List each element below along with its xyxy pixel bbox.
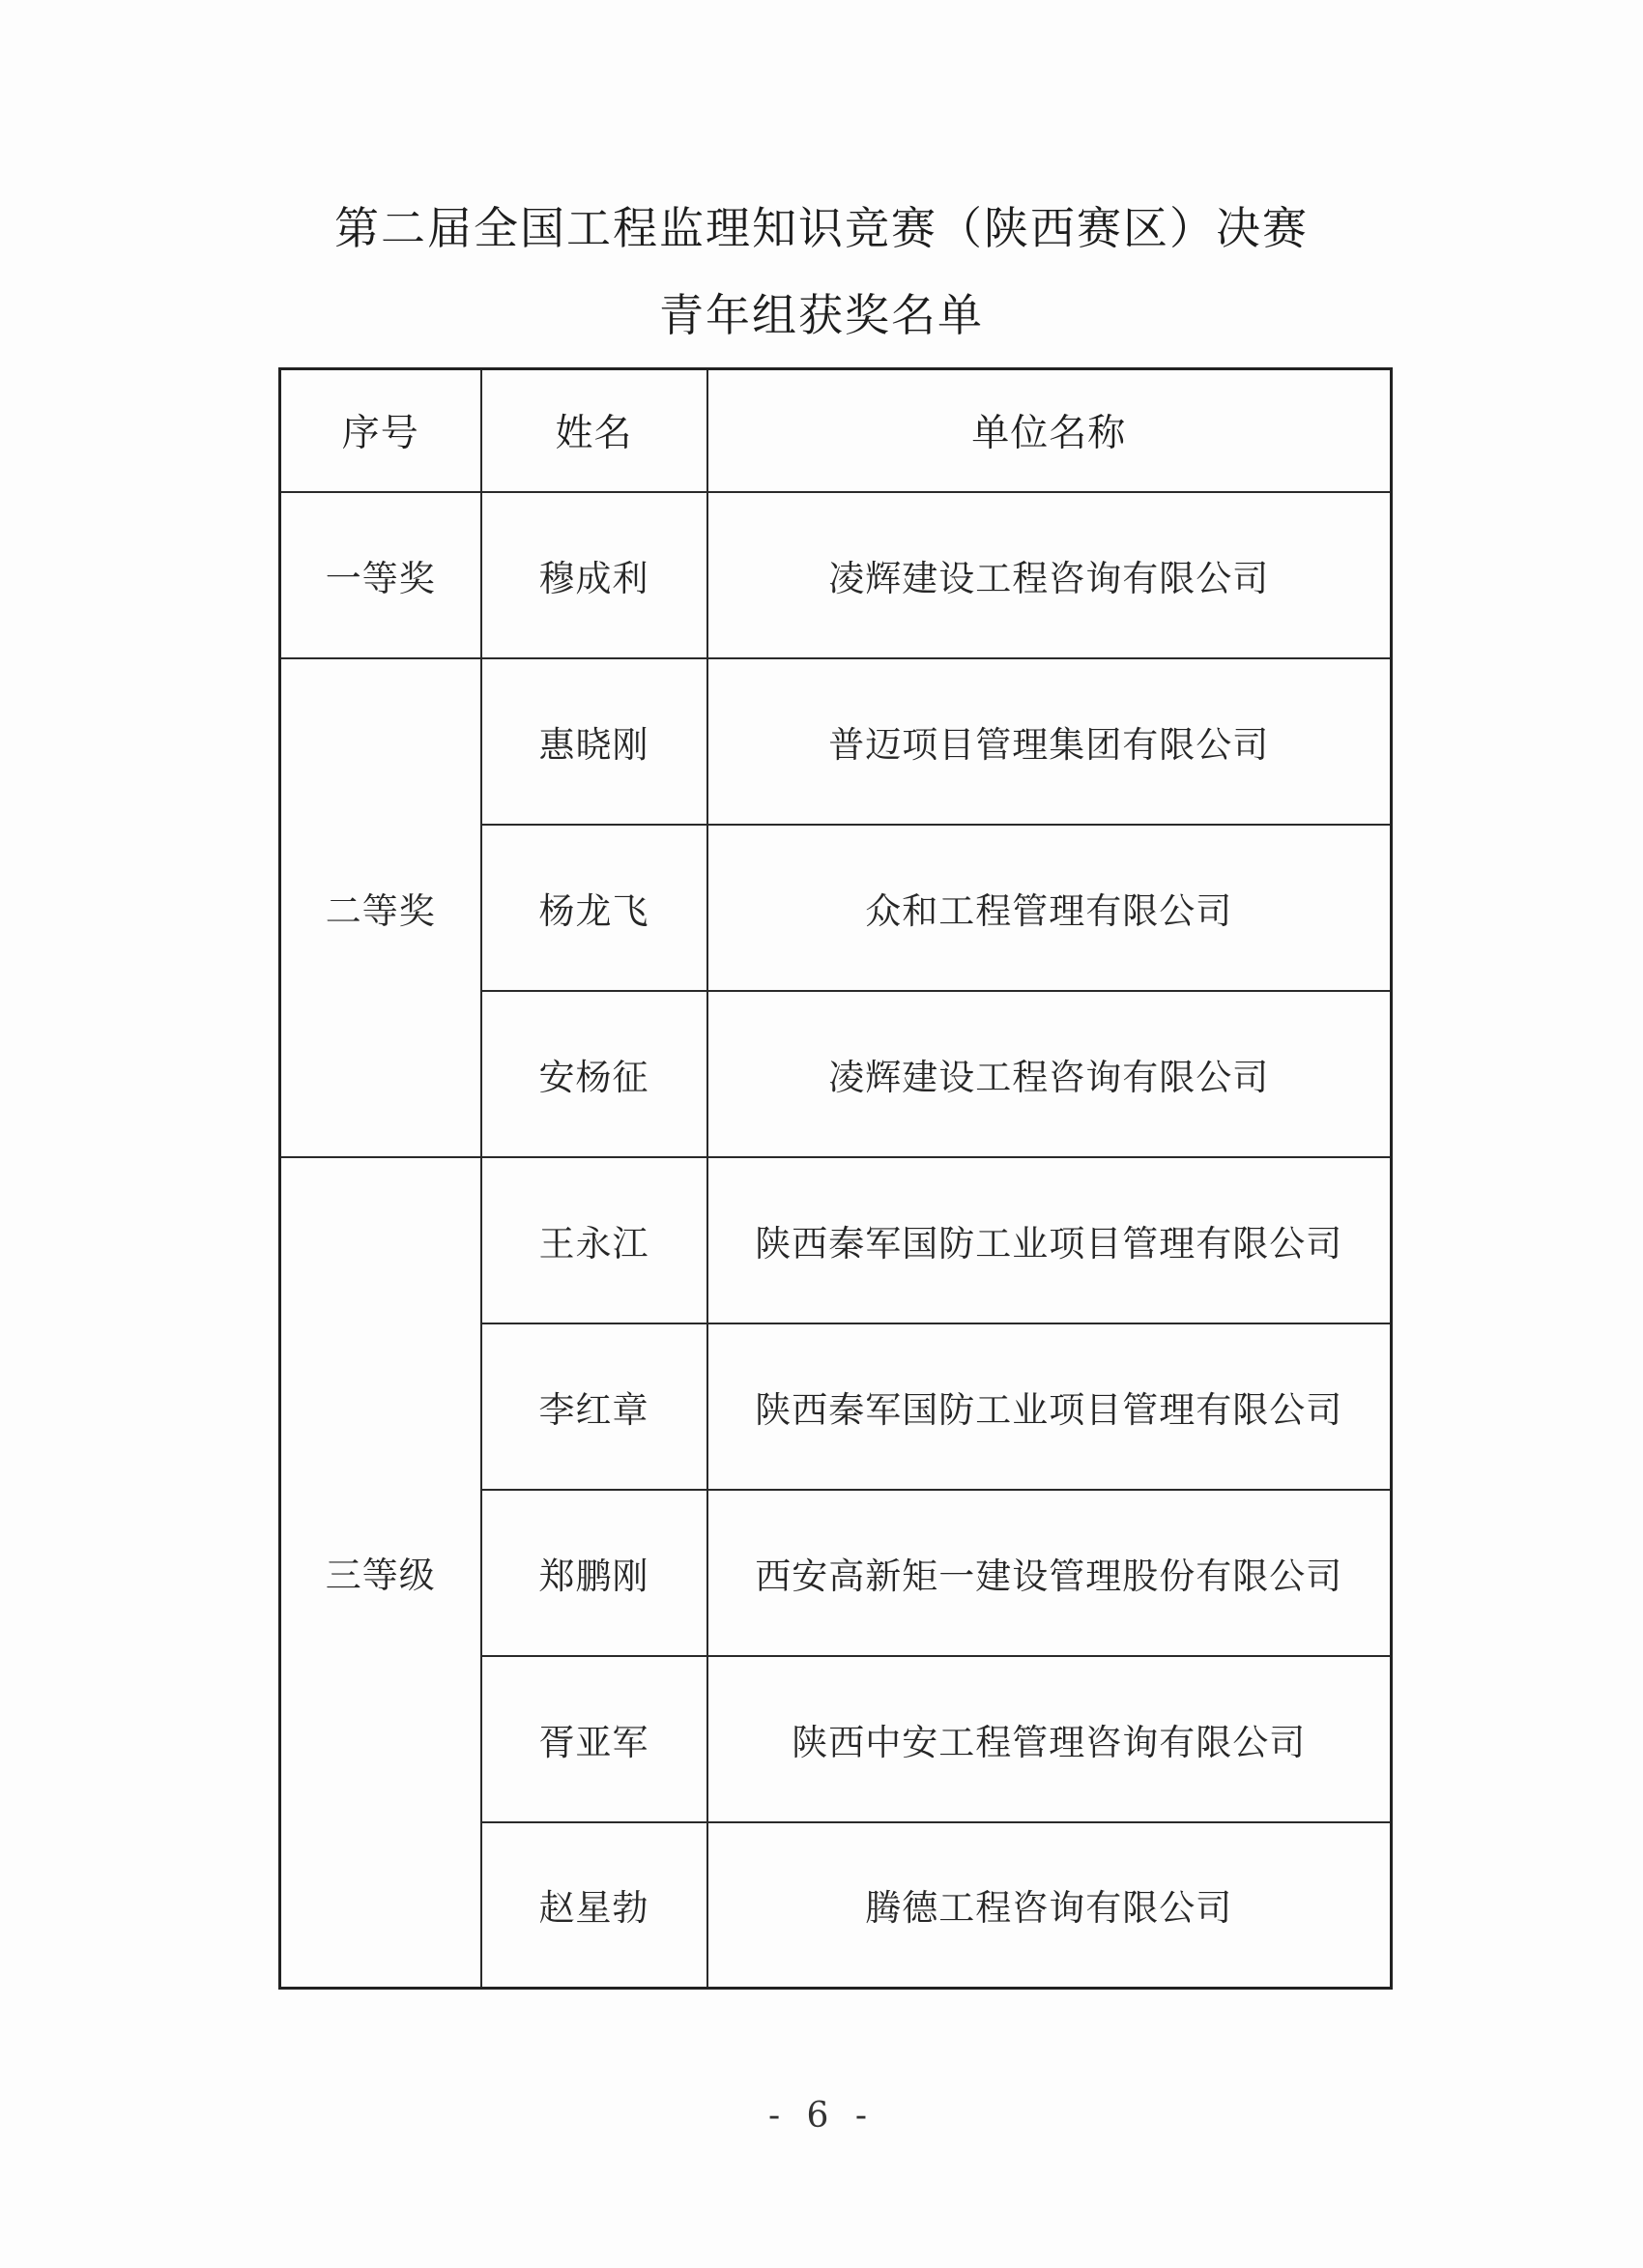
name-cell: 杨龙飞 (481, 825, 707, 991)
company-cell: 腾德工程咨询有限公司 (707, 1822, 1392, 1989)
page-number: - 6 - (767, 2096, 876, 2136)
table-row (280, 1157, 1392, 1323)
award-level-cell: 一等奖 (280, 492, 481, 658)
company-cell: 陕西秦军国防工业项目管理有限公司 (707, 1157, 1392, 1323)
name-cell: 胥亚军 (481, 1656, 707, 1822)
header-company: 单位名称 (707, 369, 1392, 492)
award-table (278, 367, 1393, 1990)
company-cell: 陕西中安工程管理咨询有限公司 (707, 1656, 1392, 1822)
header-rank: 序号 (280, 369, 481, 492)
company-cell: 陕西秦军国防工业项目管理有限公司 (707, 1323, 1392, 1490)
name-cell: 惠晓刚 (481, 658, 707, 825)
company-cell: 众和工程管理有限公司 (707, 825, 1392, 991)
table-row (280, 492, 1392, 658)
company-cell: 凌辉建设工程咨询有限公司 (707, 492, 1392, 658)
name-cell: 王永江 (481, 1157, 707, 1323)
document-title: 第二届全国工程监理知识竞赛（陕西赛区）决赛 (334, 202, 1309, 254)
name-cell: 李红章 (481, 1323, 707, 1490)
award-level-cell: 三等级 (280, 1157, 481, 1989)
company-cell: 普迈项目管理集团有限公司 (707, 658, 1392, 825)
table-header-row (280, 369, 1392, 492)
award-level-cell: 二等奖 (280, 658, 481, 1157)
company-cell: 凌辉建设工程咨询有限公司 (707, 991, 1392, 1157)
name-cell: 安杨征 (481, 991, 707, 1157)
table-row (280, 658, 1392, 825)
name-cell: 穆成利 (481, 492, 707, 658)
name-cell: 郑鹏刚 (481, 1490, 707, 1656)
header-name: 姓名 (481, 369, 707, 492)
company-cell: 西安高新矩一建设管理股份有限公司 (707, 1490, 1392, 1656)
document-subtitle: 青年组获奖名单 (659, 289, 984, 341)
name-cell: 赵星勃 (481, 1822, 707, 1989)
